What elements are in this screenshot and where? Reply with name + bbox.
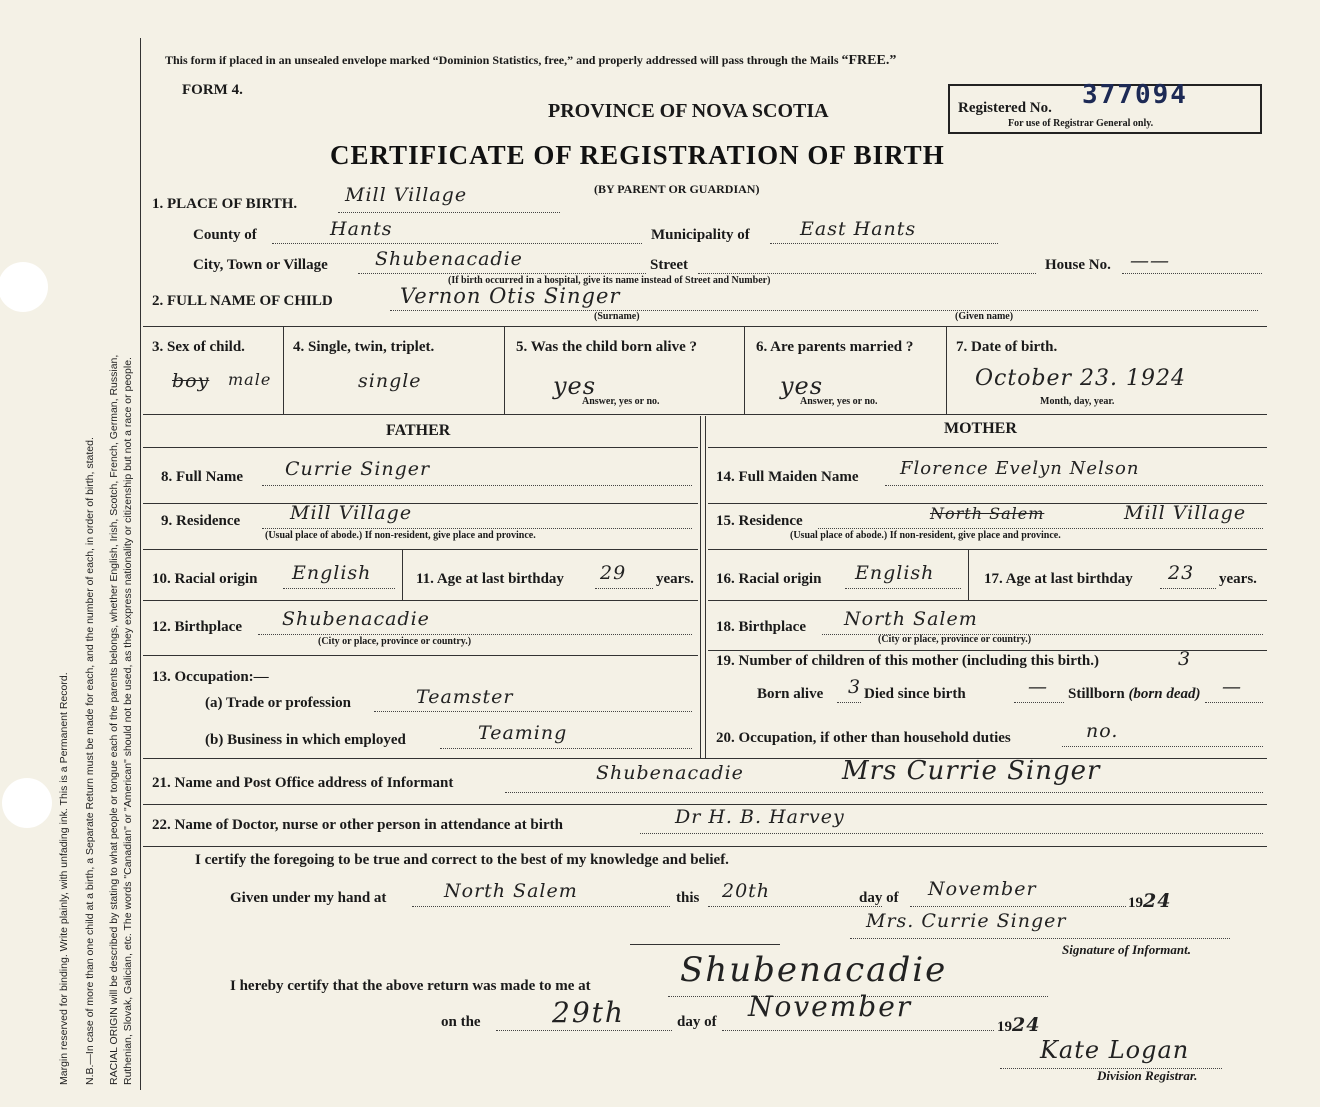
mother-residence-value: Mill Village: [1124, 502, 1247, 524]
father-name-value: Currie Singer: [285, 458, 431, 480]
registered-no-label: Registered No.: [958, 100, 1052, 116]
binding-hole-top: [0, 262, 48, 312]
child-name-value: Vernon Otis Singer: [400, 284, 621, 308]
married-value: yes: [780, 372, 824, 400]
registrar-day: 29th: [552, 996, 625, 1029]
given-year: 1924: [1128, 890, 1172, 912]
occupation-label: 13. Occupation:—: [152, 669, 269, 685]
margin-rule: [140, 38, 141, 1090]
father-racial-value: English: [292, 562, 372, 584]
mother-heading: MOTHER: [944, 420, 1017, 437]
margin-nb-note: N.B.—In case of more than one child at a birth, a Separate Return must be made for each, and the number of each, in order of birth, stated.: [84, 437, 96, 1085]
born-alive-note: Answer, yes or no.: [582, 396, 660, 407]
given-place: North Salem: [444, 880, 578, 902]
informant-label: 21. Name and Post Office address of Informant: [152, 775, 454, 791]
father-racial-label: 10. Racial origin: [152, 571, 258, 587]
mother-years: years.: [1219, 571, 1257, 587]
mother-name-label: 14. Full Maiden Name: [716, 469, 859, 485]
mother-occupation-label: 20. Occupation, if other than household duties: [716, 730, 1011, 746]
father-age-label: 11. Age at last birthday: [416, 571, 564, 587]
mail-notice: This form if placed in an unsealed envelope marked “Dominion Statistics, free,” and properly addressed will pass through the Mails “FREE.”: [165, 53, 897, 68]
mother-racial-label: 16. Racial origin: [716, 571, 822, 587]
father-heading: FATHER: [386, 422, 451, 439]
doctor-name: Dr H. B. Harvey: [675, 806, 845, 828]
place-of-birth-label: 1. PLACE OF BIRTH.: [152, 196, 298, 212]
stillborn-value: —: [1222, 676, 1242, 698]
municipality-label: Municipality of: [651, 227, 750, 243]
row3-top-rule: [143, 326, 1267, 327]
column-divider: [700, 416, 701, 758]
father-birthplace-value: Shubenacadie: [282, 608, 430, 630]
registrar-month: November: [748, 990, 913, 1023]
house-no-label: House No.: [1045, 257, 1111, 273]
stillborn-label: Stillborn (born dead): [1068, 686, 1201, 702]
father-residence-label: 9. Residence: [161, 513, 241, 529]
born-alive-value: yes: [553, 372, 597, 400]
this-label: this: [676, 890, 700, 906]
certify-statement: I certify the foregoing to be true and correct to the best of my knowledge and belief.: [195, 852, 729, 868]
plurality-label: 4. Single, twin, triplet.: [293, 339, 435, 355]
trade-label: (a) Trade or profession: [205, 695, 351, 711]
mother-residence-label: 15. Residence: [716, 513, 803, 529]
given-day: 20th: [722, 880, 771, 902]
given-month: November: [928, 878, 1037, 900]
born-alive-count-value: 3: [848, 676, 862, 698]
married-label: 6. Are parents married ?: [756, 339, 914, 355]
certificate-subtitle: (BY PARENT OR GUARDIAN): [594, 182, 760, 196]
county-label: County of: [193, 227, 257, 243]
binding-hole-bottom: [2, 778, 52, 828]
child-name-label: 2. FULL NAME OF CHILD: [152, 293, 333, 309]
signature-of-informant-label: Signature of Informant.: [1062, 942, 1191, 957]
informant-signature: Mrs. Currie Singer: [866, 910, 1067, 932]
house-no-value: ——: [1130, 250, 1170, 272]
place-of-birth-value: Mill Village: [345, 184, 468, 206]
given-name-note: (Given name): [955, 311, 1014, 322]
street-label: Street: [650, 257, 689, 273]
registered-number: 377094: [1082, 80, 1188, 110]
business-label: (b) Business in which employed: [205, 732, 406, 748]
division-registrar-label: Division Registrar.: [1097, 1068, 1198, 1083]
registrar-statement: I hereby certify that the above return was made to me at: [230, 978, 591, 994]
doctor-label: 22. Name of Doctor, nurse or other person in attendance at birth: [152, 817, 563, 833]
sex-struck-value: boy: [172, 370, 210, 392]
day-of-label: day of: [859, 890, 899, 906]
registrar-general-note: For use of Registrar General only.: [1008, 118, 1154, 129]
mother-occupation-value: no.: [1086, 720, 1119, 742]
county-value: Hants: [330, 218, 393, 240]
mother-abode-note: (Usual place of abode.) If non-resident, give place and province.: [790, 530, 1061, 541]
mother-name-value: Florence Evelyn Nelson: [900, 458, 1140, 479]
father-years: years.: [656, 571, 694, 587]
registrar-signature: Kate Logan: [1040, 1036, 1190, 1064]
city-label: City, Town or Village: [193, 257, 328, 273]
mother-age-value: 23: [1168, 562, 1195, 584]
certificate-title: CERTIFICATE OF REGISTRATION OF BIRTH: [330, 140, 945, 170]
father-birthplace-note: (City or place, province or country.): [318, 636, 472, 647]
given-under-hand-label: Given under my hand at: [230, 890, 387, 906]
registrar-year: 1924: [997, 1014, 1041, 1036]
dob-label: 7. Date of birth.: [956, 339, 1058, 355]
children-count-label: 19. Number of children of this mother (including this birth.): [716, 653, 1099, 669]
dob-note: Month, day, year.: [1040, 396, 1115, 407]
business-value: Teaming: [478, 722, 568, 744]
mother-birthplace-label: 18. Birthplace: [716, 619, 806, 635]
mother-racial-value: English: [855, 562, 935, 584]
plurality-value: single: [358, 370, 422, 392]
registrar-place: Shubenacadie: [680, 950, 948, 990]
surname-note: (Surname): [594, 311, 640, 322]
father-birthplace-label: 12. Birthplace: [152, 619, 242, 635]
form-number: FORM 4.: [182, 82, 243, 98]
city-value: Shubenacadie: [375, 248, 523, 270]
father-abode-note: (Usual place of abode.) If non-resident, give place and province.: [265, 530, 536, 541]
mother-residence-struck: North Salem: [930, 504, 1045, 523]
mother-birthplace-note: (City or place, province or country.): [878, 634, 1032, 645]
margin-binding-note: Margin reserved for binding. Write plainly, with unfading ink. This is a Permanent Record.: [58, 672, 70, 1085]
sex-value: male: [228, 370, 272, 389]
married-note: Answer, yes or no.: [800, 396, 878, 407]
province-heading: PROVINCE OF NOVA SCOTIA: [548, 100, 829, 122]
margin-racial-note-1: RACIAL ORIGIN will be described by stating to what people or tongue each of the parents belongs, whether English, Irish, Scotch, French, German, Russian,: [108, 354, 120, 1085]
died-since-birth-label: Died since birth: [864, 686, 966, 702]
informant-place: Shubenacadie: [596, 762, 744, 784]
mother-birthplace-value: North Salem: [844, 608, 978, 630]
registrar-day-of-label: day of: [677, 1014, 717, 1030]
born-alive-label: 5. Was the child born alive ?: [516, 339, 697, 355]
mother-age-label: 17. Age at last birthday: [984, 571, 1133, 587]
father-residence-value: Mill Village: [290, 502, 413, 524]
informant-name: Mrs Currie Singer: [842, 756, 1101, 786]
registrar-on-the-label: on the: [441, 1014, 481, 1030]
sex-label: 3. Sex of child.: [152, 339, 245, 355]
father-age-value: 29: [600, 562, 627, 584]
father-name-label: 8. Full Name: [161, 469, 244, 485]
dob-value: October 23. 1924: [975, 366, 1187, 391]
margin-racial-note-2: Ruthenian, Slovak, Galician, etc. The words "Canadian" or "American" should not be used, as they express nationality or citizenship but not a race or people.: [122, 357, 134, 1085]
children-count-value: 3: [1178, 648, 1192, 670]
died-since-birth-value: —: [1028, 676, 1048, 698]
trade-value: Teamster: [416, 686, 514, 708]
hospital-note: (If birth occurred in a hospital, give its name instead of Street and Number): [448, 275, 771, 286]
born-alive-count-label: Born alive: [757, 686, 824, 702]
municipality-value: East Hants: [800, 218, 917, 240]
